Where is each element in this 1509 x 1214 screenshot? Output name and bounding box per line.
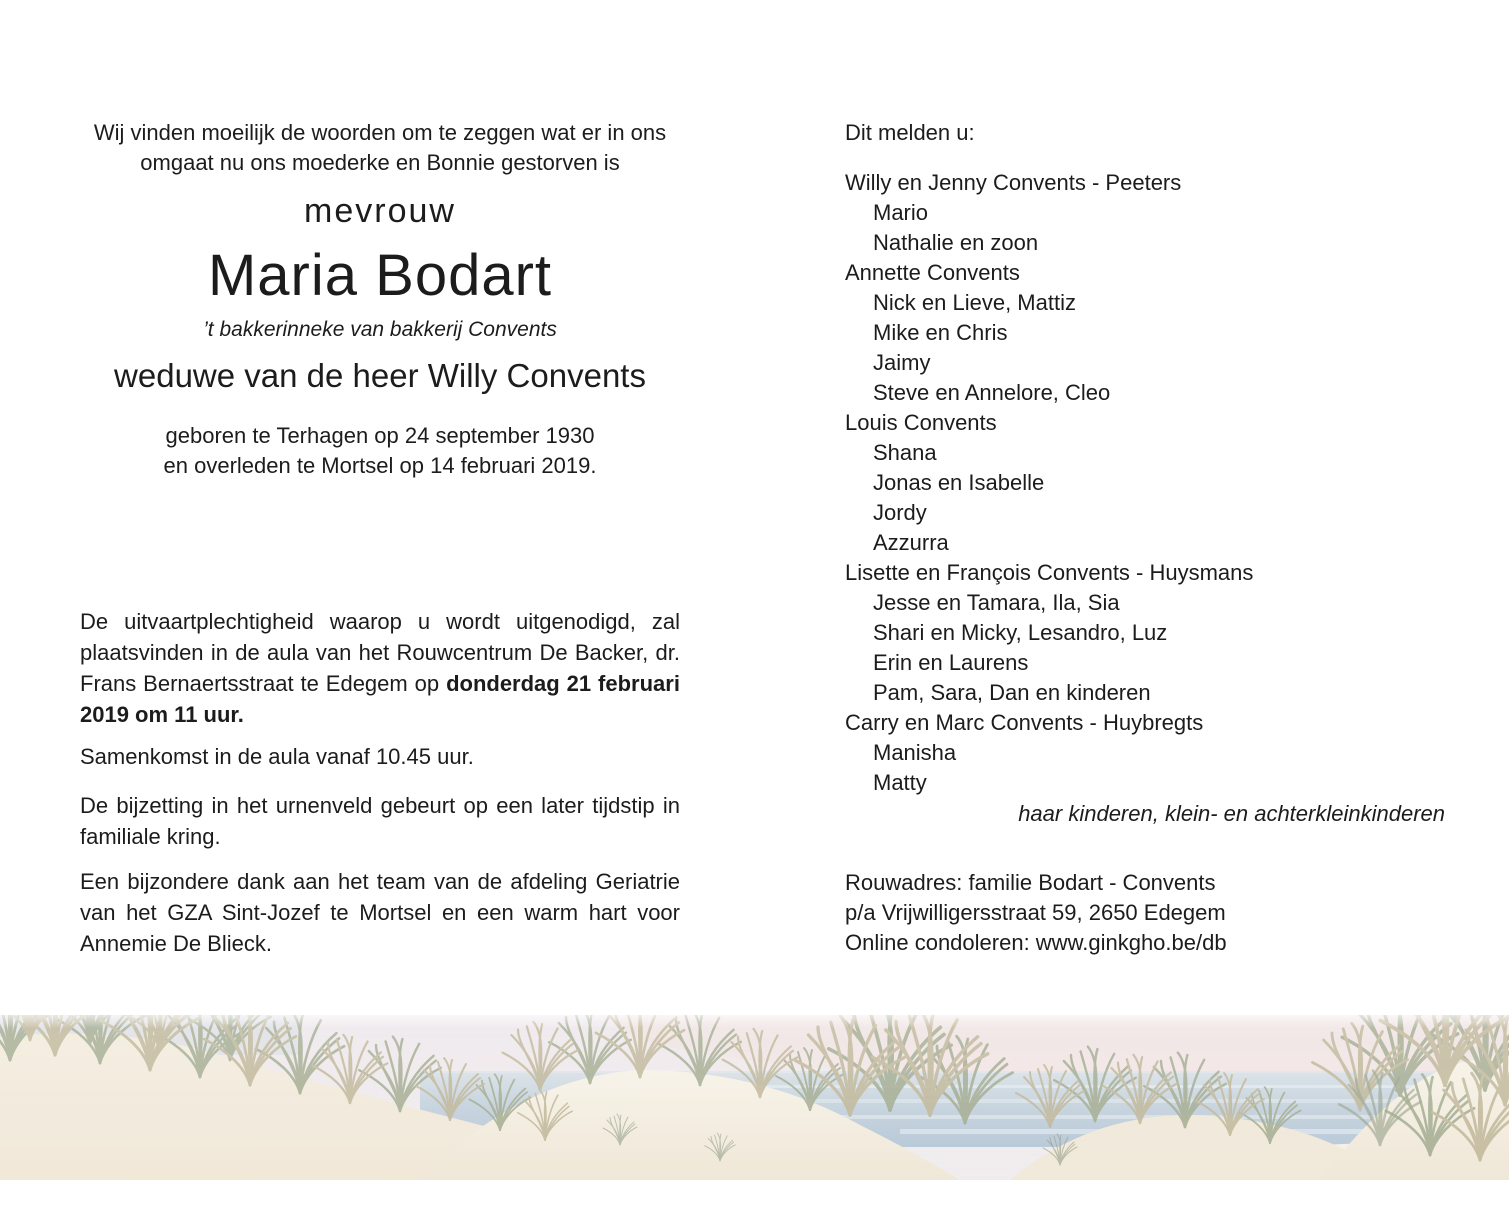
family-member-name: Mario	[873, 200, 929, 225]
family-member-name: Manisha	[873, 740, 957, 765]
ceremony-date-bold: donderdag 21 februari 2019 om 11 uur.	[80, 671, 680, 727]
family-line	[845, 408, 1445, 438]
right-column	[845, 118, 1445, 958]
family-line	[845, 468, 1445, 498]
family-line	[845, 168, 1445, 198]
address-line-1: Rouwadres: familie Bodart - Convents	[845, 870, 1216, 895]
family-member-name: Jaimy	[873, 350, 931, 375]
family-member-name: Mike en Chris	[873, 320, 1008, 345]
family-line	[845, 768, 1445, 798]
family-member-name: Steve en Annelore, Cleo	[873, 380, 1111, 405]
family-line	[845, 288, 1445, 318]
gathering-line: Samenkomst in de aula vanaf 10.45 uur.	[80, 744, 474, 769]
salutation: mevrouw	[304, 192, 456, 230]
family-member-name: Nathalie en zoon	[873, 230, 1039, 255]
birth-death-dates	[80, 421, 680, 481]
family-line	[845, 228, 1445, 258]
family-member-name: Shana	[873, 440, 937, 465]
family-member-name: Annette Convents	[845, 260, 1020, 285]
photo-fade-overlay	[0, 1015, 1509, 1180]
family-line	[845, 378, 1445, 408]
family-line	[845, 558, 1445, 588]
intro-text	[80, 118, 680, 178]
family-line	[845, 498, 1445, 528]
intro-line-2: omgaat nu ons moederke en Bonnie gestorven is	[140, 150, 620, 175]
family-line	[845, 708, 1445, 738]
family-member-name: Lisette en François Convents - Huysmans	[845, 560, 1254, 585]
address-line-2: p/a Vrijwilligersstraat 59, 2650 Edegem	[845, 900, 1226, 925]
family-line	[845, 738, 1445, 768]
family-line	[845, 438, 1445, 468]
ceremony-text: De uitvaartplechtigheid waarop u wordt uitgenodigd, zal plaatsvinden in de aula van het Rouwcentrum De Backer, dr. Frans Bernaertsstraat te Edegem op	[80, 609, 680, 696]
interment-paragraph: De bijzetting in het urnenveld gebeurt op een later tijdstip in familiale kring.	[80, 793, 680, 849]
widow-line: weduwe van de heer Willy Convents	[114, 357, 646, 394]
mourning-address	[845, 868, 1445, 958]
family-line	[845, 258, 1445, 288]
family-line	[845, 618, 1445, 648]
family-member-name: Willy en Jenny Convents - Peeters	[845, 170, 1182, 195]
death-line: en overleden te Mortsel op 14 februari 2019.	[163, 453, 597, 478]
family-line	[845, 678, 1445, 708]
family-line	[845, 588, 1445, 618]
family-line	[845, 318, 1445, 348]
family-line	[845, 528, 1445, 558]
family-member-name: Jordy	[873, 500, 927, 525]
intro-line-1: Wij vinden moeilijk de woorden om te zeggen wat er in ons	[93, 120, 667, 145]
family-member-name: Carry en Marc Convents - Huybregts	[845, 710, 1204, 735]
family-line	[845, 198, 1445, 228]
family-list	[845, 168, 1445, 798]
family-member-name: Shari en Micky, Lesandro, Luz	[873, 620, 1168, 645]
epithet: ’t bakkerinneke van bakkerij Convents	[203, 318, 557, 341]
family-line	[845, 648, 1445, 678]
family-member-name: Azzurra	[873, 530, 949, 555]
family-member-name: Erin en Laurens	[873, 650, 1029, 675]
thanks-paragraph: Een bijzondere dank aan het team van de afdeling Geriatrie van het GZA Sint-Jozef te Mortsel en een warm hart voor Annemie De Blieck.	[80, 869, 680, 956]
family-member-name: Pam, Sara, Dan en kinderen	[873, 680, 1151, 705]
family-member-name: Louis Convents	[845, 410, 997, 435]
family-member-name: Jonas en Isabelle	[873, 470, 1045, 495]
family-member-name: Matty	[873, 770, 927, 795]
family-line	[845, 348, 1445, 378]
announcement-line: Dit melden u:	[845, 120, 975, 145]
deceased-name: Maria Bodart	[207, 243, 553, 308]
birth-line: geboren te Terhagen op 24 september 1930	[165, 423, 595, 448]
beach-photo	[0, 1015, 1509, 1180]
family-member-name: Jesse en Tamara, Ila, Sia	[873, 590, 1120, 615]
closing-line: haar kinderen, klein- en achterkleinkinderen	[1018, 801, 1445, 826]
address-line-3: Online condoleren: www.ginkgho.be/db	[845, 930, 1227, 955]
family-member-name: Nick en Lieve, Mattiz	[873, 290, 1076, 315]
ceremony-paragraph	[80, 606, 680, 730]
